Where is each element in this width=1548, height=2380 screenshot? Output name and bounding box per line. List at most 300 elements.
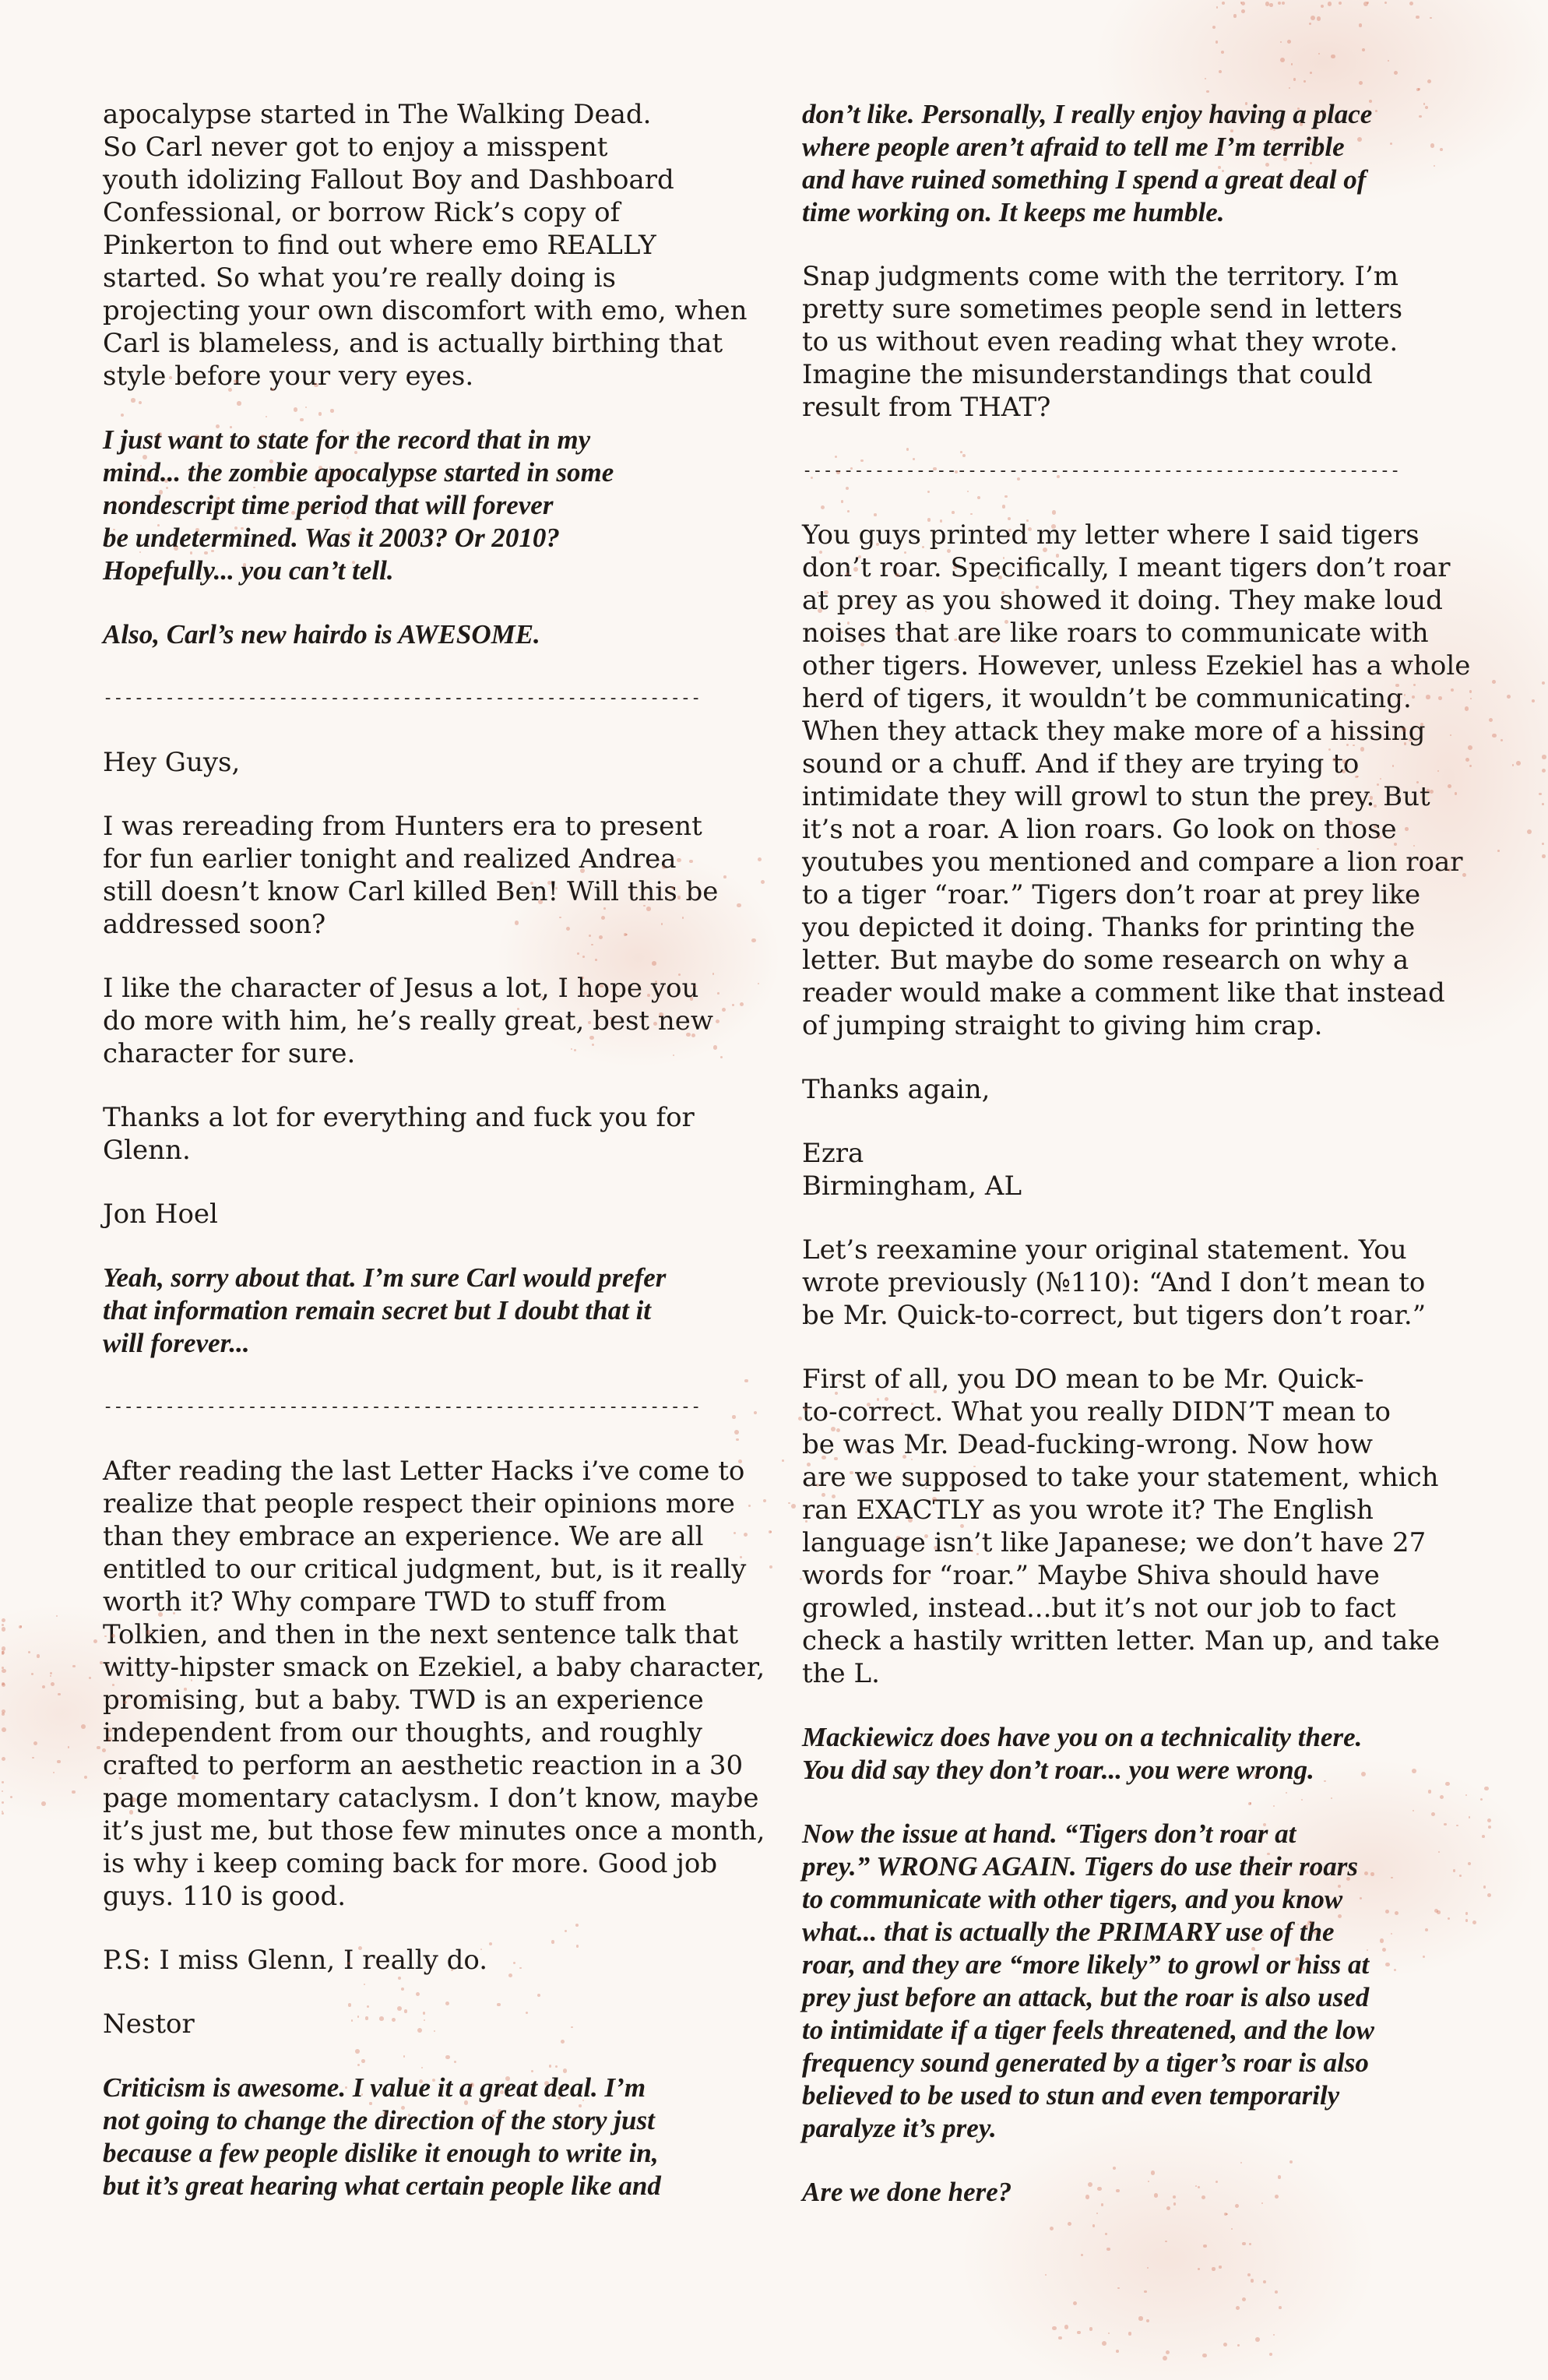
texture-speck — [2, 1646, 5, 1650]
texture-speck — [1279, 2306, 1282, 2309]
text-line: roar, and they are “more likely” to growl or hiss at — [802, 1949, 1370, 1980]
texture-speck — [1339, 2, 1342, 5]
texture-speck — [1542, 843, 1544, 845]
texture-speck — [1488, 1825, 1491, 1829]
text-line: pretty sure sometimes people send in letters — [802, 294, 1403, 325]
texture-speck — [72, 1665, 75, 1667]
texture-speck — [1359, 23, 1363, 27]
texture-speck — [798, 1417, 802, 1421]
texture-speck — [1255, 2337, 1260, 2342]
texture-speck — [33, 1741, 37, 1745]
texture-speck — [1064, 2325, 1069, 2329]
texture-speck — [1263, 2280, 1266, 2283]
texture-speck — [1465, 1794, 1467, 1796]
texture-speck — [1363, 2, 1368, 6]
texture-speck — [1242, 2297, 1246, 2301]
texture-speck — [758, 857, 762, 861]
texture-speck — [68, 1746, 69, 1748]
text-line: witty-hipster smack on Ezekiel, a baby character, — [103, 1652, 765, 1683]
text-line: prey just before an attack, but the roar is also used — [802, 1982, 1370, 2012]
texture-speck — [2, 1790, 3, 1792]
text-line: Imagine the misunderstandings that could — [802, 359, 1373, 390]
texture-speck — [2, 1627, 5, 1631]
texture-speck — [2, 1653, 4, 1655]
text-line: time working on. It keeps me humble. — [802, 197, 1225, 227]
text-line: character for sure. — [103, 1038, 356, 1069]
texture-speck — [1247, 2273, 1251, 2276]
texture-speck — [1052, 2326, 1057, 2331]
texture-speck — [1147, 2267, 1149, 2269]
texture-speck — [1455, 792, 1457, 794]
texture-speck — [1212, 2267, 1215, 2270]
text-line: be Mr. Quick-to-correct, but tigers don’t roar.” — [802, 1300, 1427, 1331]
text-line: noises that are like roars to communicate with — [802, 618, 1429, 649]
text-line: entitled to our critical judgment, but, is it really — [103, 1554, 747, 1585]
letter-3-signature: Nestor — [103, 2009, 195, 2040]
text-line: but it’s great hearing what certain people like and — [103, 2171, 661, 2201]
texture-speck — [1219, 2266, 1221, 2268]
texture-speck — [1045, 2274, 1047, 2276]
texture-speck — [1273, 2334, 1275, 2336]
texture-speck — [1487, 1893, 1491, 1897]
text-line: Glenn. — [103, 1135, 191, 1166]
texture-speck — [1102, 2341, 1106, 2346]
text-line: to intimidate if a tiger feels threatened, and the low — [802, 2015, 1374, 2045]
texture-speck — [1367, 2, 1369, 4]
texture-speck — [2, 1618, 5, 1622]
text-line: other tigers. However, unless Ezekiel has a whole — [802, 650, 1471, 681]
text-line: Hopefully... you can’t tell. — [103, 555, 394, 586]
texture-speck — [1275, 2290, 1278, 2294]
letter-4-signature — [802, 1137, 1448, 1202]
text-line: to us without even reading what they wrote. — [802, 326, 1398, 357]
texture-speck — [1310, 72, 1312, 74]
texture-speck — [2, 1682, 5, 1685]
texture-speck — [1469, 765, 1472, 767]
reply-4-p4 — [802, 1818, 1448, 2145]
texture-speck — [97, 1746, 100, 1750]
text-line: herd of tigers, it wouldn’t be communicating. — [802, 683, 1412, 714]
texture-speck — [1501, 739, 1503, 741]
text-line: started. So what you’re really doing is — [103, 262, 616, 294]
texture-speck — [19, 1625, 22, 1628]
text-line: After reading the last Letter Hacks i’ve come to — [103, 1456, 745, 1487]
texture-speck — [1108, 2332, 1110, 2334]
texture-speck — [31, 1673, 33, 1675]
texture-speck — [2, 1801, 4, 1804]
texture-speck — [1165, 2241, 1167, 2243]
texture-speck — [1249, 2243, 1252, 2246]
text-line: be was Mr. Dead-fucking-wrong. Now how — [802, 1429, 1374, 1460]
reply-4-p3 — [802, 1721, 1448, 1787]
texture-speck — [1484, 1787, 1489, 1791]
texture-speck — [1468, 1862, 1471, 1865]
left-column — [103, 98, 765, 2234]
text-line: youth idolizing Fallout Boy and Dashboard — [103, 164, 674, 195]
texture-speck — [51, 1682, 55, 1686]
text-line: to-correct. What you really DIDN’T mean to — [802, 1396, 1391, 1428]
text-line: Pinkerton to find out where emo REALLY — [103, 230, 656, 261]
texture-speck — [1202, 2354, 1207, 2358]
texture-speck — [1265, 2, 1270, 6]
texture-speck — [1465, 1919, 1468, 1921]
letter-2-p2 — [103, 972, 757, 1070]
divider-1: ---------------------------------------------------------- — [103, 688, 702, 708]
text-line: prey.” WRONG AGAIN. Tigers do use their roars — [802, 1851, 1358, 1882]
text-line: language isn’t like Japanese; we don’t have 27 — [802, 1527, 1427, 1558]
texture-speck — [1416, 88, 1420, 91]
texture-speck — [1451, 688, 1454, 692]
texture-speck — [1450, 734, 1451, 736]
text-line: guys. 110 is good. — [103, 1881, 347, 1912]
text-line: Mackiewicz does have you on a technicality there. — [802, 1722, 1363, 1752]
texture-speck — [761, 880, 765, 884]
texture-speck — [1146, 2319, 1149, 2322]
text-line: will forever... — [103, 1328, 250, 1358]
text-line: sound or a chuff. And if they are trying to — [802, 748, 1360, 780]
texture-speck — [84, 1776, 87, 1779]
text-line: and have ruined something I spend a great deal of — [802, 164, 1367, 195]
texture-speck — [1280, 41, 1282, 43]
texture-speck — [1469, 690, 1472, 692]
letter-3-ps: P.S: I miss Glenn, I really do. — [103, 1945, 488, 1976]
texture-speck — [1516, 761, 1521, 766]
text-line: don’t like. Personally, I really enjoy having a place — [802, 99, 1373, 129]
reply-4-p5: Are we done here? — [802, 2177, 1012, 2207]
texture-speck — [1317, 16, 1321, 21]
text-line: Thanks a lot for everything and fuck you for — [103, 1102, 695, 1133]
texture-speck — [2, 1683, 5, 1687]
text-line: style before your very eyes. — [103, 361, 474, 392]
texture-speck — [770, 1531, 772, 1533]
texture-speck — [1462, 873, 1466, 877]
texture-speck — [89, 1677, 91, 1679]
text-line: is why i keep coming back for more. Good job — [103, 1848, 718, 1879]
texture-speck — [1542, 755, 1546, 759]
texture-speck — [758, 983, 759, 984]
text-line: that information remain secret but I doubt that it — [103, 1295, 652, 1326]
reply-1 — [103, 424, 757, 587]
text-line: worth it? Why compare TWD to stuff from — [103, 1586, 667, 1618]
texture-speck — [32, 1757, 33, 1759]
texture-speck — [20, 1625, 22, 1627]
text-line: nondescript time period that will forever — [103, 490, 554, 520]
texture-speck — [1166, 2350, 1170, 2354]
texture-speck — [1233, 14, 1237, 18]
texture-speck — [1492, 734, 1496, 738]
texture-speck — [1309, 23, 1312, 26]
texture-speck — [41, 1801, 46, 1806]
text-line: Snap judgments come with the territory. I’m — [802, 261, 1399, 292]
texture-speck — [2, 1709, 5, 1713]
texture-speck — [1293, 78, 1296, 81]
letter-3-p1 — [103, 1455, 765, 1913]
texture-speck — [1222, 2, 1225, 5]
texture-speck — [1453, 1869, 1455, 1871]
reply-4-p1 — [802, 1234, 1448, 1332]
texture-speck — [28, 1651, 30, 1653]
divider-2: ---------------------------------------------------------- — [103, 1397, 702, 1417]
texture-speck — [2, 1624, 4, 1626]
texture-speck — [1512, 764, 1514, 766]
texture-speck — [1116, 2350, 1119, 2353]
text-line: growled, instead...but it’s not our job to fact — [802, 1593, 1396, 1624]
text-line: intimidate they will growl to stun the prey. But — [802, 781, 1430, 812]
texture-speck — [1236, 2306, 1240, 2310]
texture-speck — [53, 1772, 55, 1773]
text-line: are we supposed to take your statement, which — [802, 1462, 1439, 1493]
letter-1-end — [103, 98, 757, 393]
texture-speck — [1077, 2331, 1081, 2335]
texture-speck — [72, 1790, 76, 1794]
texture-speck — [1418, 88, 1420, 90]
texture-speck — [769, 1530, 772, 1533]
text-line: don’t roar. Specifically, I meant tigers don’t roar — [802, 552, 1451, 583]
texture-speck — [1527, 829, 1532, 834]
texture-speck — [1138, 2316, 1142, 2320]
texture-speck — [1089, 2327, 1092, 2330]
text-line: result from THAT? — [802, 392, 1051, 423]
texture-speck — [1058, 2336, 1062, 2340]
text-line: I like the character of Jesus a lot, I hope you — [103, 973, 699, 1004]
letter-4-thanks: Thanks again, — [802, 1074, 990, 1105]
texture-speck — [1489, 718, 1493, 722]
texture-speck — [782, 1459, 784, 1462]
text-line: it’s not a roar. A lion roars. Go look on those — [802, 814, 1397, 845]
text-line: Yeah, sorry about that. I’m sure Carl would prefer — [103, 1262, 667, 1293]
texture-speck — [1206, 90, 1208, 93]
text-line: wrote previously (№110): “And I don’t mean to — [802, 1267, 1426, 1298]
texture-speck — [93, 1639, 97, 1643]
texture-speck — [1542, 854, 1546, 858]
text-line: When they attack they make more of a hissing — [802, 716, 1426, 747]
text-line: where people aren’t afraid to tell me I’m terrible — [802, 132, 1345, 162]
texture-speck — [42, 1685, 45, 1688]
texture-speck — [1483, 1885, 1486, 1889]
texture-speck — [57, 1760, 61, 1764]
text-line: at prey as you showed it doing. They make loud — [802, 585, 1443, 616]
texture-speck — [1482, 1835, 1485, 1838]
text-line: it’s just me, but those few minutes once a month, — [103, 1815, 765, 1847]
text-line: So Carl never got to enjoy a misspent — [103, 132, 608, 163]
text-line: I just want to state for the record that in my — [103, 424, 591, 455]
texture-speck — [1216, 40, 1219, 44]
texture-speck — [1291, 63, 1293, 65]
texture-speck — [1321, 5, 1324, 8]
texture-speck — [1507, 695, 1511, 699]
texture-speck — [1542, 681, 1545, 685]
texture-speck — [1198, 2268, 1200, 2270]
text-line: still doesn’t know Carl killed Ben! Will this be — [103, 876, 719, 907]
texture-speck — [1468, 745, 1472, 750]
texture-speck — [2, 1811, 3, 1812]
texture-speck — [1237, 2344, 1239, 2346]
text-line: Carl is blameless, and is actually birthing that — [103, 328, 723, 359]
texture-speck — [1117, 2287, 1120, 2290]
text-line: You guys printed my letter where I said tigers — [802, 519, 1420, 551]
texture-speck — [1081, 2254, 1083, 2256]
letter-4-p1 — [802, 519, 1471, 1042]
text-line: reader would make a comment like that instead — [802, 977, 1445, 1009]
texture-speck — [1144, 2290, 1146, 2293]
texture-speck — [1532, 699, 1535, 702]
texture-speck — [1221, 51, 1224, 54]
texture-speck — [1394, 71, 1398, 75]
text-line: you depicted it doing. Thanks for printing the — [802, 912, 1416, 943]
letter-2-p1 — [103, 810, 757, 941]
texture-speck — [2, 1667, 4, 1669]
reply-4-p2 — [802, 1363, 1448, 1690]
text-line: to a tiger “roar.” Tigers don’t roar at prey like — [802, 879, 1421, 910]
reply-3-p2 — [802, 260, 1448, 424]
texture-speck — [1073, 2301, 1078, 2306]
text-line: Now the issue at hand. “Tigers don’t roar at — [802, 1818, 1296, 1849]
texture-speck — [1427, 79, 1431, 83]
text-line: I was rereading from Hunters era to present — [103, 811, 702, 842]
texture-speck — [50, 1672, 52, 1674]
texture-speck — [763, 1499, 766, 1502]
texture-speck — [1216, 6, 1218, 8]
texture-speck — [2, 1812, 4, 1815]
text-line: what... that is actually the PRIMARY use of the — [802, 1917, 1335, 1947]
texture-speck — [1416, 16, 1420, 19]
texture-speck — [1465, 706, 1469, 711]
reply-1b: Also, Carl’s new hairdo is AWESOME. — [103, 619, 540, 650]
text-line: of jumping straight to giving him crap. — [802, 1010, 1323, 1041]
text-line: independent from our thoughts, and roughly — [103, 1717, 702, 1748]
divider-3: ---------------------------------------------------------- — [802, 461, 1401, 481]
texture-speck — [2, 1651, 5, 1654]
texture-speck — [1203, 2244, 1206, 2248]
texture-speck — [1128, 2332, 1131, 2335]
texture-speck — [1465, 1912, 1468, 1914]
texture-speck — [1542, 803, 1544, 805]
text-line: believed to be used to stun and even temporarily — [802, 2080, 1340, 2111]
texture-speck — [1251, 2279, 1254, 2283]
texture-speck — [1480, 1798, 1483, 1801]
text-line: crafted to perform an aesthetic reaction in a 30 — [103, 1750, 744, 1781]
texture-speck — [1362, 48, 1365, 51]
text-line: not going to change the direction of the story just — [103, 2105, 655, 2135]
texture-speck — [1409, 2, 1413, 5]
texture-speck — [1219, 70, 1223, 74]
texture-speck — [10, 1796, 12, 1798]
texture-speck — [1465, 758, 1470, 762]
text-line: paralyze it’s prey. — [802, 2113, 997, 2143]
reply-3-continued — [802, 98, 1448, 229]
texture-speck — [1223, 2343, 1227, 2347]
texture-speck — [50, 1675, 51, 1677]
texture-speck — [1328, 2, 1332, 6]
texture-speck — [1278, 2, 1281, 5]
texture-speck — [2, 1713, 5, 1716]
texture-speck — [788, 1502, 790, 1505]
texture-speck — [1470, 698, 1472, 699]
texture-speck — [1542, 769, 1546, 773]
texture-speck — [37, 1654, 40, 1657]
texture-speck — [1241, 2, 1245, 5]
texture-speck — [1497, 850, 1500, 852]
text-line: Confessional, or borrow Rick’s copy of — [103, 197, 621, 228]
text-line: promising, but a baby. TWD is an experience — [103, 1685, 704, 1716]
texture-speck — [1163, 2356, 1167, 2361]
text-line: mind... the zombie apocalypse started in some — [103, 457, 614, 488]
letter-2-signature: Jon Hoel — [103, 1199, 218, 1230]
text-line: because a few people dislike it enough to write in, — [103, 2138, 659, 2168]
text-line: page momentary cataclysm. I don’t know, maybe — [103, 1783, 759, 1814]
letter-4-signature-place: Birmingham, AL — [802, 1171, 1022, 1202]
text-line: words for “roar.” Maybe Shiva should have — [802, 1560, 1380, 1591]
text-line: ran EXACTLY as you wrote it? The English — [802, 1495, 1374, 1526]
text-line: than they embrace an experience. We are all — [103, 1521, 704, 1552]
text-line: frequency sound generated by a tiger’s roar is also — [802, 2047, 1369, 2078]
texture-speck — [1212, 26, 1216, 29]
texture-speck — [1287, 40, 1291, 44]
texture-speck — [1487, 1818, 1491, 1822]
texture-speck — [2, 1669, 6, 1674]
text-line: realize that people respect their opinions more — [103, 1488, 735, 1519]
text-line: You did say they don’t roar... you were wrong. — [802, 1755, 1314, 1785]
texture-speck — [2, 1651, 4, 1653]
texture-speck — [1456, 1825, 1458, 1827]
texture-speck — [1469, 1816, 1471, 1818]
reply-2 — [103, 1262, 757, 1360]
text-line: do more with him, he’s really great, best new — [103, 1005, 714, 1037]
texture-speck — [2, 1757, 5, 1761]
texture-speck — [1240, 2, 1243, 4]
texture-speck — [2, 1727, 6, 1732]
text-line: addressed soon? — [103, 909, 326, 940]
texture-speck — [1282, 2, 1285, 5]
letter-2-p3 — [103, 1101, 757, 1167]
text-line: Let’s reexamine your original statement. You — [802, 1234, 1407, 1266]
text-line: to communicate with other tigers, and you know — [802, 1884, 1343, 1914]
texture-speck — [1289, 87, 1290, 89]
text-line: be undetermined. Was it 2003? Or 2010? — [103, 523, 560, 553]
text-line: letter. But maybe do some research on why a — [802, 945, 1409, 976]
text-line: check a hastily written letter. Man up, and take — [802, 1625, 1441, 1656]
texture-speck — [1492, 680, 1496, 684]
text-line: Criticism is awesome. I value it a great deal. I’m — [103, 2072, 646, 2103]
reply-3 — [103, 2072, 757, 2202]
texture-speck — [1311, 16, 1315, 20]
texture-speck — [1331, 55, 1335, 59]
letter-2-greeting: Hey Guys, — [103, 747, 241, 778]
texture-speck — [1269, 2353, 1272, 2356]
texture-speck — [1430, 17, 1431, 19]
texture-speck — [1539, 793, 1542, 796]
letter-4-signature-name: Ezra — [802, 1138, 864, 1169]
texture-speck — [1384, 2, 1387, 4]
texture-speck — [1359, 81, 1363, 85]
texture-speck — [2, 1781, 4, 1783]
texture-speck — [100, 1661, 103, 1664]
texture-speck — [1106, 2248, 1110, 2251]
right-column — [802, 98, 1471, 2240]
text-line: the L. — [802, 1658, 880, 1689]
texture-speck — [791, 1504, 796, 1509]
texture-speck — [58, 1693, 61, 1696]
texture-speck — [1242, 2242, 1245, 2245]
texture-speck — [769, 1565, 772, 1568]
text-line: for fun earlier tonight and realized Andrea — [103, 843, 677, 875]
texture-speck — [81, 1724, 86, 1729]
texture-speck — [1205, 78, 1206, 79]
text-line: apocalypse started in The Walking Dead. — [103, 99, 652, 130]
texture-speck — [56, 1615, 58, 1617]
texture-speck — [1280, 58, 1285, 62]
text-line: Tolkien, and then in the next sentence talk that — [103, 1619, 739, 1650]
